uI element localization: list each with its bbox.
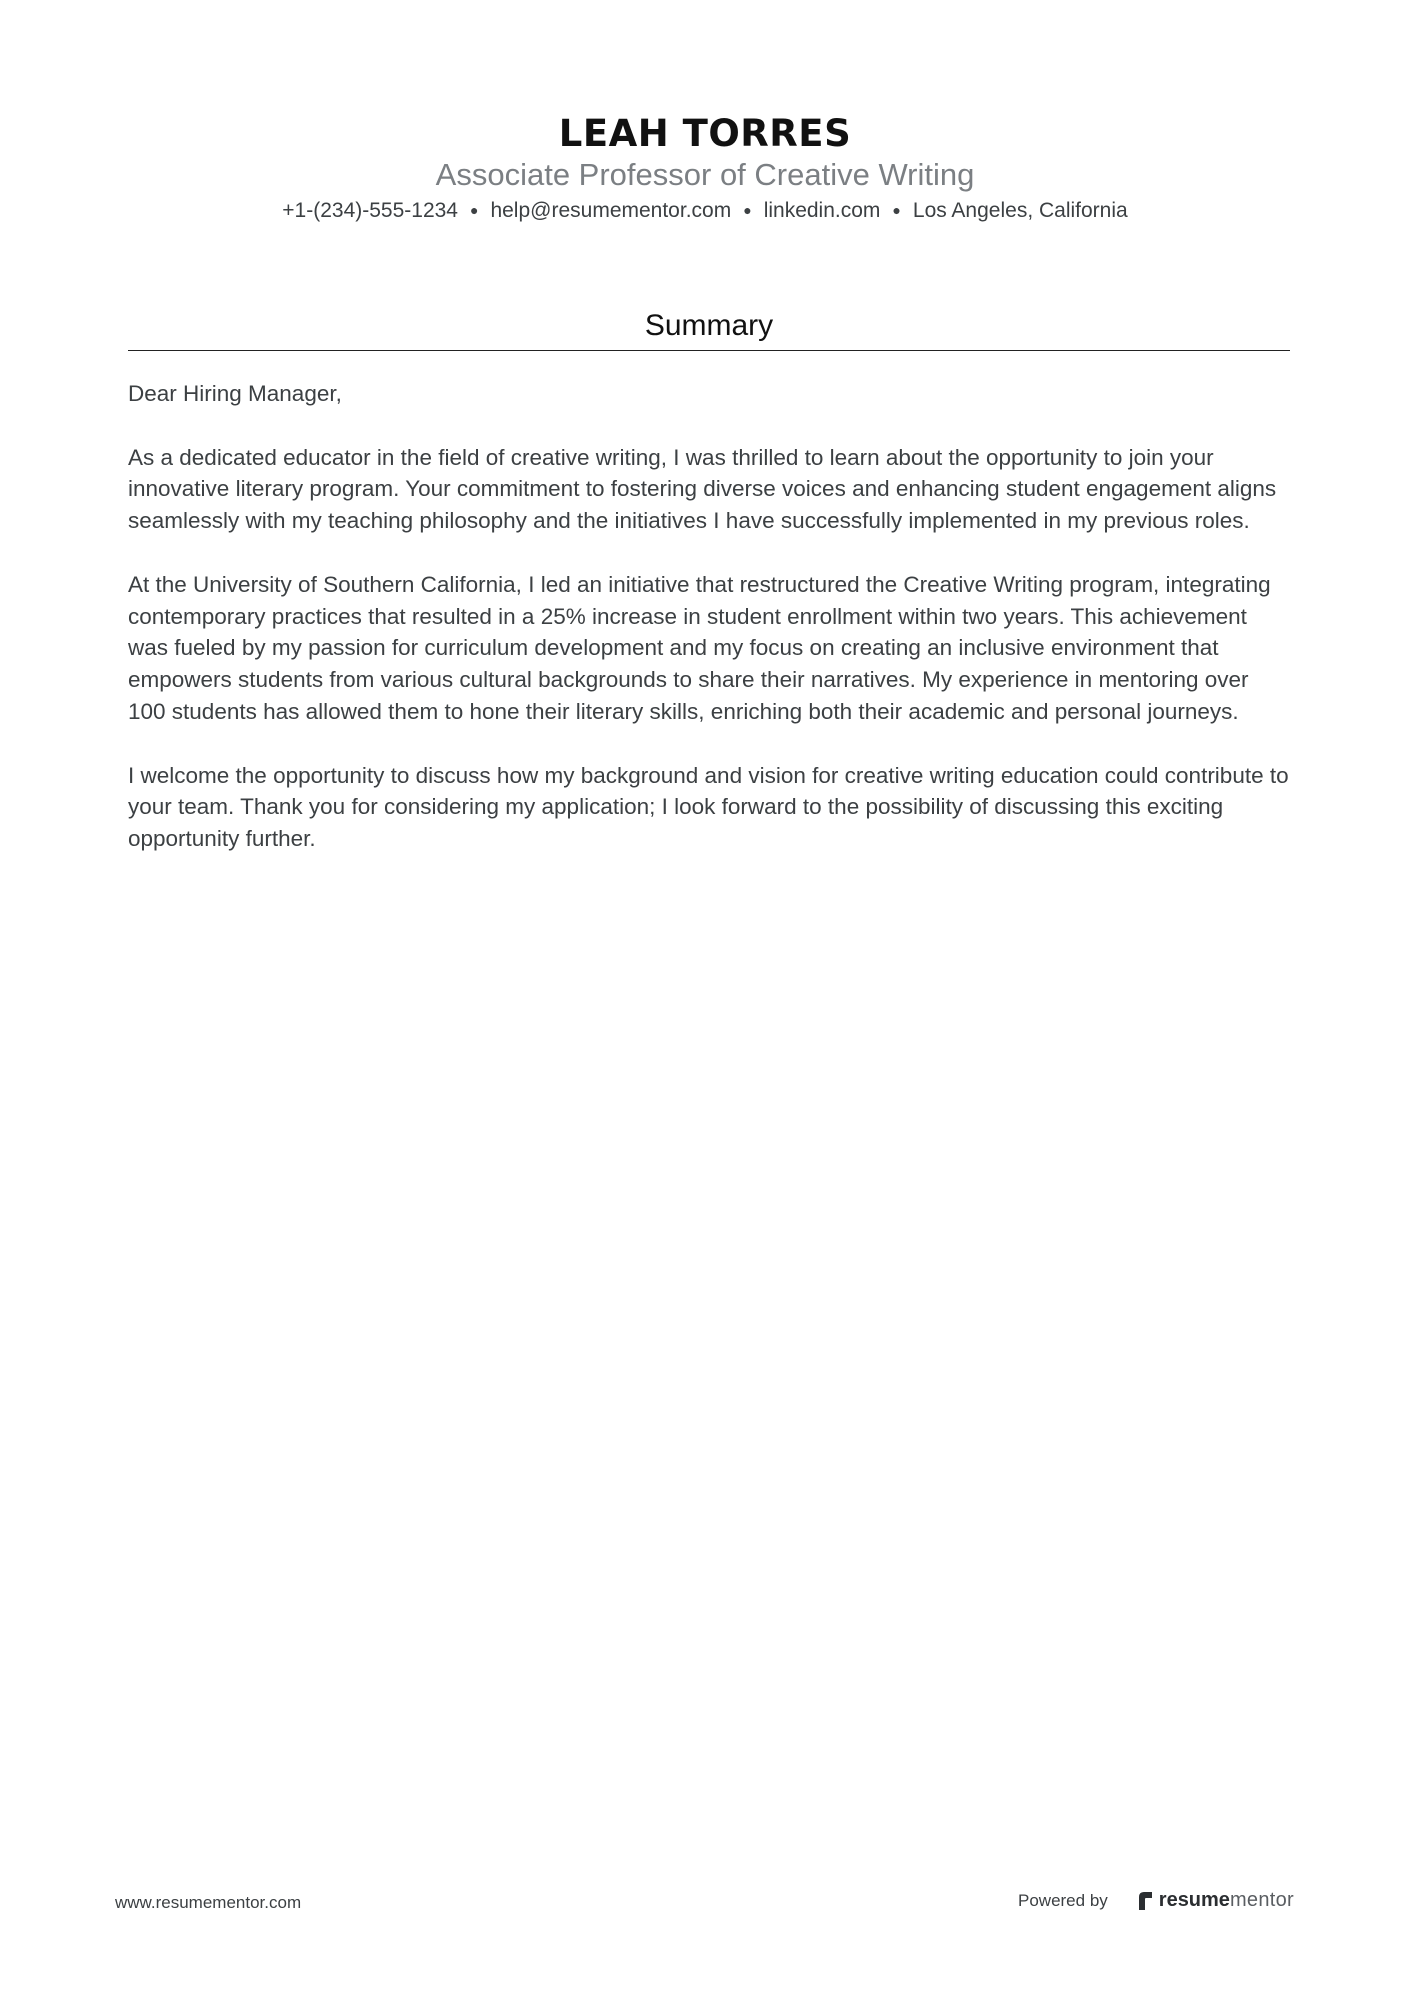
bullet-separator: ● (743, 202, 752, 218)
summary-body (128, 378, 1290, 887)
contact-location: Los Angeles, California (912, 199, 1128, 222)
summary-heading: Summary (644, 309, 774, 342)
body-paragraph: I welcome the opportunity to discuss how my background and vision for creative writing education could contribute to your team. Thank you for considering my application; I look forward to the possibility of discussing this exciting opportunity further. (128, 762, 1289, 852)
contact-email[interactable]: help@resumementor.com (490, 199, 732, 222)
brand-logo[interactable] (1138, 1889, 1294, 1912)
powered-by-label: Powered by (1018, 1890, 1108, 1910)
bullet-separator: ● (469, 202, 479, 218)
brand-name-part1: resume (1158, 1889, 1230, 1911)
bullet-separator: ● (892, 202, 901, 218)
salutation: Dear Hiring Manager, (128, 381, 342, 406)
contact-line (0, 195, 1410, 226)
footer-branding (1018, 1889, 1294, 1912)
body-paragraph: At the University of Southern California, I led an initiative that restructured the Creative Writing program, integrating contemporary practices that resulted in a 25% increase in student enrollment within two years. This achievement was fueled by my passion for curriculum development and my focus on creating an inclusive environment that empowers students from various cultural backgrounds to share their narratives. My experience in mentoring over 100 students has allowed them to hone their literary skills, enriching both their academic and personal journeys. (128, 571, 1271, 724)
summary-divider (128, 350, 1290, 351)
header (0, 112, 1410, 226)
candidate-name: LEAH TORRES (558, 112, 852, 155)
contact-phone: +1-(234)-555-1234 (282, 199, 458, 222)
footer-website[interactable]: www.resumementor.com (115, 1893, 302, 1912)
resumementor-logo-icon (1138, 1891, 1153, 1911)
body-paragraph: As a dedicated educator in the field of creative writing, I was thrilled to learn about the opportunity to join your innovative literary program. Your commitment to fostering diverse voices and enhancing student engagement aligns seamlessly with my teaching philosophy and the initiatives I have successfully implemented in my previous roles. (128, 444, 1277, 534)
contact-linkedin[interactable]: linkedin.com (763, 199, 881, 222)
candidate-role: Associate Professor of Creative Writing (435, 157, 975, 192)
brand-name-part2: mentor (1229, 1889, 1294, 1911)
